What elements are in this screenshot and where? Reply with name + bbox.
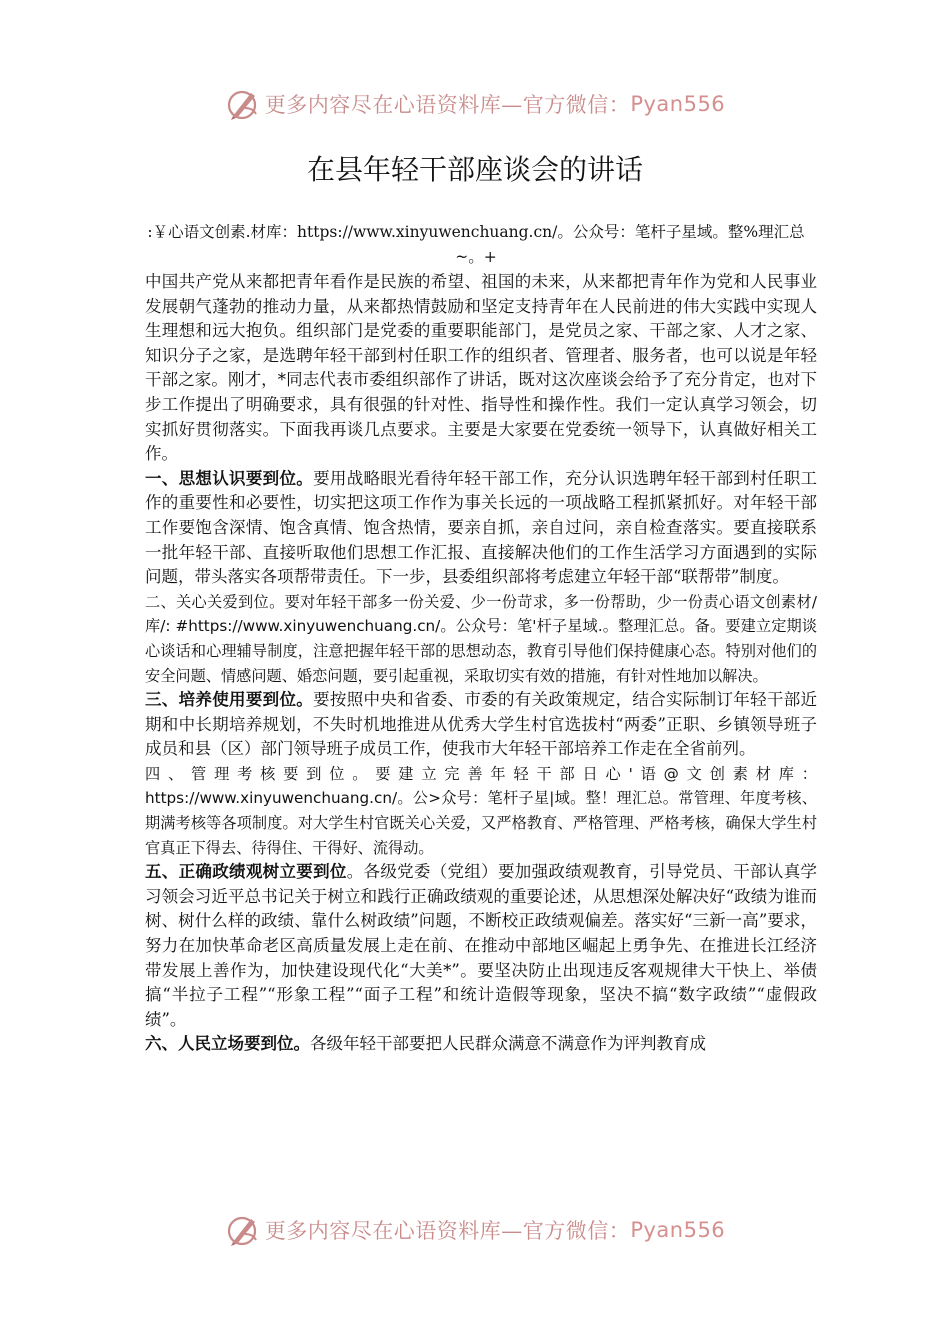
section-5-text: 。各级党委（党组）要加强政绩观教育，引导党员、干部认真学习领会习近平总书记关于树立和践行正确政绩观的重要论述，从思想深处解决好“政绩为谁而树、树什么样的政绩、靠什么树政绩”问题，不断校正政绩观偏差。落实好“三新一高”要求，努力在加快革命老区高质量发展上走在前、在推动中部地区崛起上勇争先、在推进长江经济带发展上善作为，加快建设现代化“大美*”。要坚决防止出现违反客观规律大干快上、举债搞“半拉子工程”“形象工程”“面子工程”和统计造假等现象，坚决不搞“数字政绩”“虚假政绩”。: [145, 862, 818, 1029]
section-6-text: 各级年轻干部要把人民群众满意不满意作为评判教育成: [310, 1034, 706, 1054]
banner-text: 更多内容尽在心语资料库—官方微信：: [264, 93, 631, 117]
section-4-paragraph: 四、管理考核要到位。要建立完善年轻干部日心'语@文创素材库： https://www.xinyuwenchuang.cn/。公>众号：笔杆子星|域。整！理汇总。常管理、年度考核、期满考核等各项制度。对大学生村官既关心关爱，又严格教育、严格管理、严格考核，确保大学生村官真正下得去、待得住、干得好、流得动。: [145, 764, 817, 857]
banner-wechat-id: Pyan556: [630, 92, 726, 116]
section-5-heading: 五、正确政绩观树立要到位: [145, 862, 347, 882]
banner-wechat-id: Pyan556: [630, 1218, 726, 1242]
section-1-text: 要用战略眼光看待年轻干部工作，充分认识选聘年轻干部到村任职工作的重要性和必要性，切实把这项工作作为事关长远的一项战略工程抓紧抓好。对年轻干部工作要饱含深情、饱含真情、饱含热情，要亲自抓，亲自过问，亲自检查落实。要直接联系一批年轻干部、直接听取他们思想工作汇报、直接解决他们的工作生活学习方面遇到的实际问题，带头落实各项帮带责任。下一步，县委组织部将考虑建立年轻干部“联帮带”制度。: [145, 468, 818, 587]
pen-logo-icon: [225, 86, 261, 122]
section-2-paragraph: 二、关心关爱到位。要对年轻干部多一份关爱、少一份苛求，多一份帮助，少一份责心语文创素材/库/: #https://www.xinyuwenchuang.cn/。公众号：笔'杆子星域.。整理汇总。备。要建立定期谈心谈话和心理辅导制度，注意把握年轻干部的思想动态，教育引导他们保持健康心态。特别对他们的安全问题、情感问题、婚恋问题，要引起重视，采取切实有效的措施，有针对性地加以解决。: [145, 592, 817, 685]
section-3-heading: 三、培养使用要到位。: [145, 690, 314, 710]
source-note: :￥心语文创素.材库：https://www.xinyuwenchuang.cn/。公众号：笔杆子星域。整%理汇总~。+: [147, 223, 805, 266]
section-5-paragraph: [145, 860, 817, 1032]
banner-text: 更多内容尽在心语资料库—官方微信：: [264, 1219, 631, 1243]
section-1-heading: 一、思想认识要到位。: [145, 468, 314, 488]
section-1-paragraph: [145, 467, 817, 590]
footer-watermark-banner: [0, 1208, 950, 1252]
intro-paragraph: 中国共产党从来都把青年看作是民族的希望、祖国的未来，从来都把青年作为党和人民事业发展朝气蓬勃的推动力量，从来都热情鼓励和坚定支持青年在人民前进的伟大实践中实现人生理想和远大抱负。组织部门是党委的重要职能部门，是党员之家、干部之家、人才之家、知识分子之家，是选聘年轻干部到村任职工作的组织者、管理者、服务者，也可以说是年轻干部之家。刚才，*同志代表市委组织部作了讲话，既对这次座谈会给予了充分肯定，也对下步工作提出了明确要求，具有很强的针对性、指导性和操作性。我们一定认真学习领会，切实抓好贯彻落实。下面我再谈几点要求。主要是大家要在党委统一领导下，认真做好相关工作。: [145, 272, 817, 464]
section-3-paragraph: [145, 688, 817, 762]
pen-logo-icon: [225, 1212, 261, 1248]
section-6-heading: 六、人民立场要到位。: [145, 1034, 310, 1054]
section-6-paragraph: [145, 1032, 817, 1057]
section-3-text: 要按照中央和省委、市委的有关政策规定，结合实际制订年轻干部近期和中长期培养规划，不失时机地推进从优秀大学生村官选拔村“两委”正职、乡镇领导班子成员和县（区）部门领导班子成员工作，使我市大年轻干部培养工作走在全省前列。: [145, 690, 818, 759]
document-body: [145, 270, 817, 1057]
header-watermark-banner: [0, 82, 950, 126]
page-title: 在县年轻干部座谈会的讲话: [306, 153, 643, 186]
